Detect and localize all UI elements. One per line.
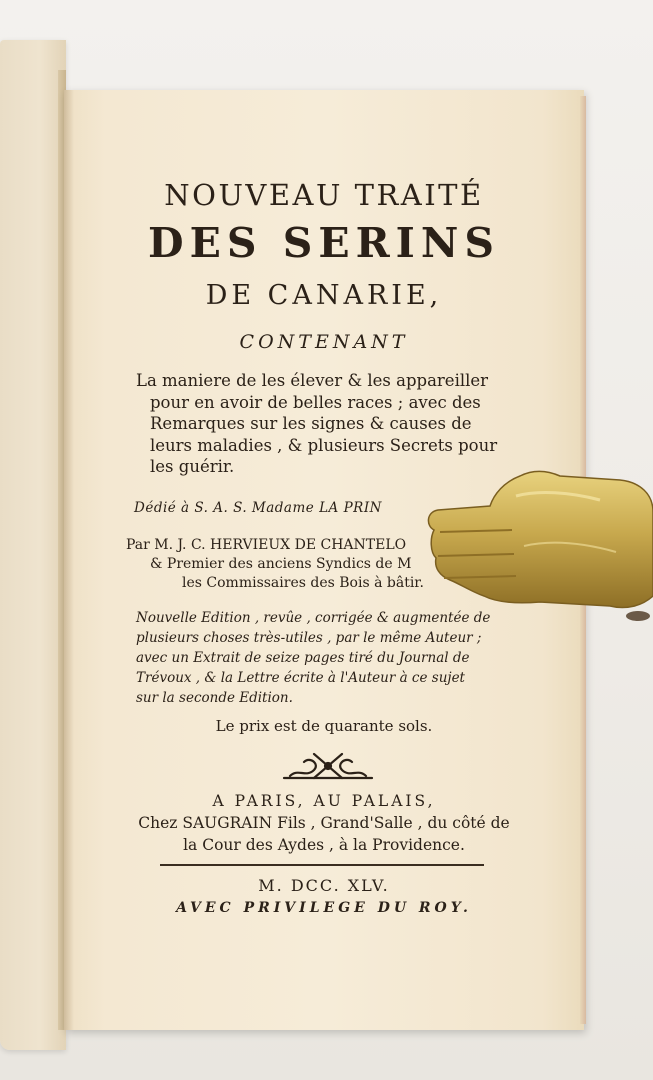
- imprint-line: A PARIS, AU PALAIS,: [212, 792, 436, 810]
- edition-note-line: Nouvelle Edition , revûe , corrigée & augmentée de: [136, 610, 491, 626]
- edition-note-line: sur la seconde Edition.: [136, 690, 293, 706]
- title-line-3: DE CANARIE,: [205, 280, 443, 311]
- contenant-heading: CONTENANT: [239, 331, 409, 353]
- divider-rule: [160, 864, 484, 866]
- imprint-block: [64, 790, 584, 856]
- edition-note-line: plusieurs choses très-utiles , par le même Auteur ;: [136, 630, 482, 646]
- author-block: [126, 536, 424, 593]
- printer-ornament-icon: [280, 748, 376, 784]
- price-line: Le prix est de quarante sols.: [215, 717, 433, 735]
- description-line: les guérir.: [150, 457, 235, 476]
- privilege-line: AVEC PRIVILEGE DU ROY.: [176, 900, 472, 916]
- brass-hand-icon: [420, 456, 653, 626]
- book-cover-left: [0, 40, 66, 1050]
- edition-note-line: avec un Extrait de seize pages tiré du Journal de: [136, 650, 470, 666]
- title-line-2: DES SERINS: [148, 219, 500, 267]
- description-line: La maniere de les élever & les appareiller: [136, 371, 489, 390]
- author-line: Par M. J. C. HERVIEUX DE CHANTELO: [126, 537, 407, 553]
- title-line-1: NOUVEAU TRAITÉ: [164, 178, 484, 212]
- description-line: pour en avoir de belles races ; avec des: [150, 392, 481, 412]
- imprint-line: la Cour des Aydes , à la Providence.: [183, 836, 465, 854]
- publication-year: M. DCC. XLV.: [258, 876, 390, 895]
- imprint-line: Chez SAUGRAIN Fils , Grand'Salle , du côté de: [138, 814, 510, 832]
- author-line: & Premier des anciens Syndics de M: [150, 556, 412, 572]
- description-line: Remarques sur les signes & causes de: [150, 414, 472, 433]
- edition-note-line: Trévoux , & la Lettre écrite à l'Auteur à ce sujet: [136, 670, 465, 686]
- dedication: Dédié à S. A. S. Madame LA PRIN: [134, 500, 382, 516]
- author-line: les Commissaires des Bois à bâtir.: [182, 575, 424, 591]
- description-line: leurs maladies , & plusieurs Secrets pour: [150, 435, 498, 455]
